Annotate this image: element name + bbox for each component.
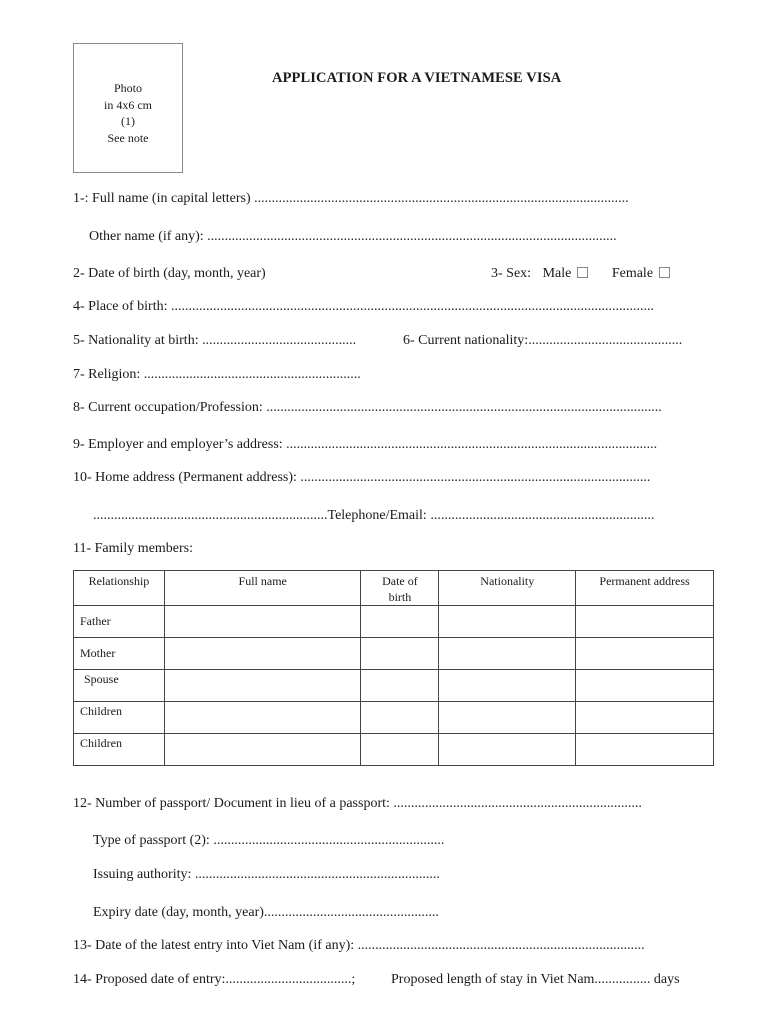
cell-relationship: Spouse — [74, 670, 165, 702]
field-passport-type[interactable]: Type of passport (2): .................................................................. — [93, 833, 445, 848]
field-latest-entry[interactable]: 13- Date of the latest entry into Viet Nam (if any): .................................................................................. — [73, 938, 645, 953]
photo-size: in 4x6 cm — [104, 97, 152, 112]
sex-male-label: Male — [542, 266, 572, 281]
table-row — [74, 606, 714, 638]
field-religion[interactable]: 7- Religion: .............................................................. — [73, 367, 361, 382]
photo-see-note: See note — [107, 130, 149, 145]
header-nationality: Nationality — [439, 571, 576, 606]
cell-date-of-birth[interactable] — [361, 606, 439, 638]
field-full-name[interactable]: 1-: Full name (in capital letters) ........................................................................................................... — [73, 191, 629, 206]
sex-female-checkbox[interactable] — [659, 267, 670, 278]
section-family-members: 11- Family members: — [73, 541, 194, 556]
header-full-name: Full name — [164, 571, 361, 606]
field-expiry-date[interactable]: Expiry date (day, month, year).................................................. — [93, 905, 439, 920]
cell-relationship: Father — [74, 606, 165, 638]
table-header-row — [74, 571, 714, 606]
cell-full-name[interactable] — [164, 734, 361, 766]
sex-male-checkbox[interactable] — [577, 267, 588, 278]
cell-date-of-birth[interactable] — [361, 638, 439, 670]
field-other-name[interactable]: Other name (if any): ..................................................................................................................... — [89, 229, 617, 244]
cell-address[interactable] — [576, 606, 714, 638]
header-relationship: Relationship — [74, 571, 165, 606]
field-place-of-birth[interactable]: 4- Place of birth: .......................................................................................................................................... — [73, 299, 654, 314]
sex-female-label: Female — [611, 266, 654, 281]
cell-nationality[interactable] — [439, 702, 576, 734]
cell-full-name[interactable] — [164, 702, 361, 734]
table-row — [74, 734, 714, 766]
address-dots: ................................................................... — [93, 508, 328, 523]
photo-placeholder — [73, 43, 183, 173]
cell-date-of-birth[interactable] — [361, 702, 439, 734]
field-proposed-length-of-stay[interactable]: Proposed length of stay in Viet Nam................ days — [391, 972, 680, 987]
field-sex — [491, 265, 670, 283]
field-home-address[interactable]: 10- Home address (Permanent address): .................................................................................................... — [73, 470, 651, 485]
cell-date-of-birth[interactable] — [361, 734, 439, 766]
cell-nationality[interactable] — [439, 734, 576, 766]
cell-full-name[interactable] — [164, 638, 361, 670]
field-occupation[interactable]: 8- Current occupation/Profession: ................................................................................................................. — [73, 400, 662, 415]
field-proposed-entry-date[interactable]: 14- Proposed date of entry:....................................; — [73, 972, 356, 987]
field-current-nationality[interactable]: 6- Current nationality:............................................ — [403, 333, 683, 348]
cell-full-name[interactable] — [164, 670, 361, 702]
cell-address[interactable] — [576, 670, 714, 702]
header-date-of-birth: Date of birth — [361, 571, 439, 606]
sex-label: 3- Sex: — [491, 266, 532, 281]
cell-date-of-birth[interactable] — [361, 670, 439, 702]
cell-nationality[interactable] — [439, 670, 576, 702]
field-date-of-birth[interactable]: 2- Date of birth (day, month, year) — [73, 266, 266, 281]
table-row — [74, 670, 714, 702]
family-members-table — [73, 570, 714, 766]
cell-address[interactable] — [576, 638, 714, 670]
cell-relationship: Children — [74, 734, 165, 766]
field-passport-number[interactable]: 12- Number of passport/ Document in lieu of a passport: ....................................................................... — [73, 796, 642, 811]
cell-address[interactable] — [576, 734, 714, 766]
field-telephone-email: Telephone/Email: ................................................................ — [327, 508, 655, 523]
cell-full-name[interactable] — [164, 606, 361, 638]
cell-relationship: Children — [74, 702, 165, 734]
page-title: APPLICATION FOR A VIETNAMESE VISA — [272, 70, 562, 86]
field-nationality-at-birth[interactable]: 5- Nationality at birth: ............................................ — [73, 333, 357, 348]
cell-nationality[interactable] — [439, 606, 576, 638]
cell-relationship: Mother — [74, 638, 165, 670]
cell-address[interactable] — [576, 702, 714, 734]
photo-label: Photo — [113, 81, 142, 95]
field-employer[interactable]: 9- Employer and employer’s address: .......................................................................................................... — [73, 437, 658, 452]
photo-note-ref: (1) — [121, 114, 135, 128]
cell-nationality[interactable] — [439, 638, 576, 670]
table-row — [74, 638, 714, 670]
header-permanent-address: Permanent address — [576, 571, 714, 606]
table-row — [74, 702, 714, 734]
field-home-address-continued[interactable] — [93, 507, 654, 525]
field-issuing-authority[interactable]: Issuing authority: ...................................................................... — [93, 867, 440, 882]
